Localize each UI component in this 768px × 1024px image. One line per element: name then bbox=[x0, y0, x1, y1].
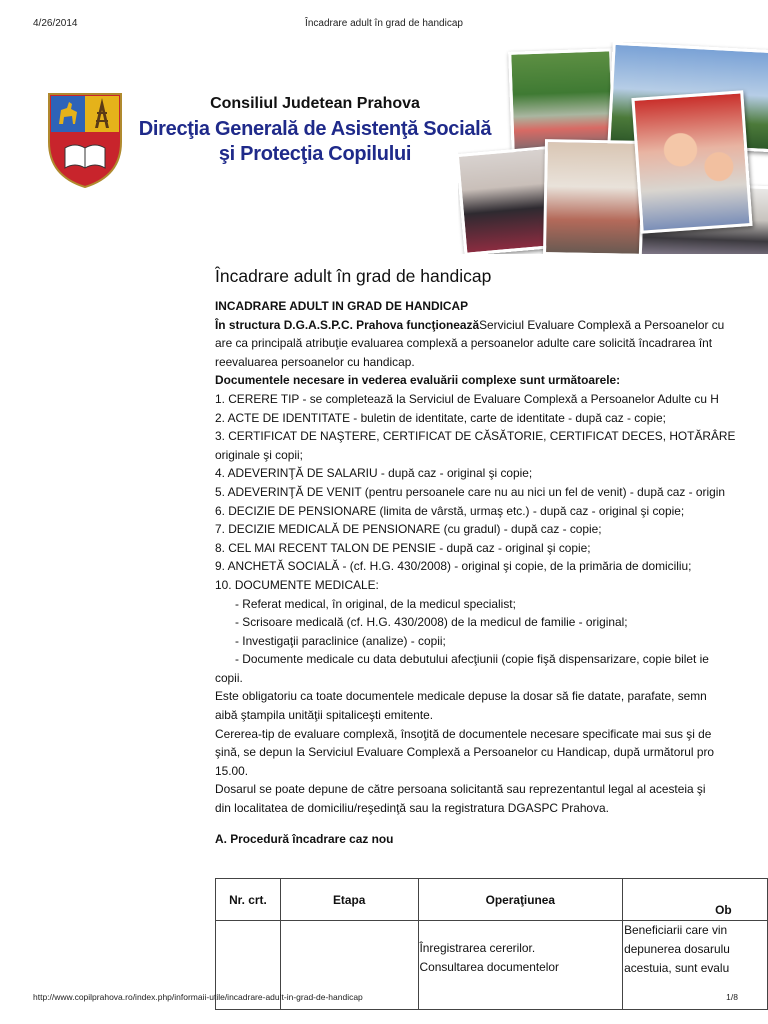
doc-item: 4. ADEVERINŢĂ DE SALARIU - după caz - original şi copie; bbox=[215, 466, 533, 481]
cell-text: acestuia, sunt evalu bbox=[624, 961, 730, 975]
intro-line-1 bbox=[215, 316, 768, 335]
photo-collage bbox=[458, 42, 768, 254]
doc-item: 7. DECIZIE MEDICALĂ DE PENSIONARE (cu gradul) - după caz - copie; bbox=[215, 522, 602, 537]
docs-heading: Documentele necesare in vederea evaluării complexe sunt următoarele: bbox=[215, 373, 621, 388]
photo-children-portrait bbox=[631, 90, 752, 233]
cell-text: depunerea dosarulu bbox=[624, 942, 730, 956]
col-header-operatiunea: Operaţiunea bbox=[418, 879, 623, 921]
doc-item: 3. CERTIFICAT DE NAŞTERE, CERTIFICAT DE CĂSĂTORIE, CERTIFICAT DECES, HOTĂRÂRE bbox=[215, 429, 736, 444]
page-url: http://www.copilprahova.ro/index.php/informaii-utile/incadrare-adult-in-grad-de-handicap bbox=[33, 992, 363, 1002]
county-crest-icon bbox=[45, 90, 125, 190]
paragraph-line: copii. bbox=[215, 670, 243, 685]
print-date: 4/26/2014 bbox=[33, 18, 78, 29]
medical-item: - Investigaţii paraclinice (analize) - copii; bbox=[235, 633, 446, 648]
article-content bbox=[215, 266, 768, 846]
print-title: Încadrare adult în grad de handicap bbox=[305, 18, 463, 29]
col-header-observatii: Ob bbox=[623, 879, 768, 921]
procedure-table bbox=[215, 878, 768, 1010]
intro-bold: În structura D.G.A.S.P.C. Prahova funcţionează bbox=[215, 317, 480, 332]
intro-line-3: reevaluarea persoanelor cu handicap. bbox=[215, 354, 415, 369]
cell-text: Consultarea documentelor bbox=[419, 960, 559, 974]
directorate-name-line2: şi Protecţia Copilului bbox=[218, 143, 412, 165]
article-heading: INCADRARE ADULT IN GRAD DE HANDICAP bbox=[215, 299, 469, 313]
print-header bbox=[0, 18, 768, 32]
col-header-etapa: Etapa bbox=[280, 879, 418, 921]
photo-classroom bbox=[543, 139, 647, 254]
page-title: Încadrare adult în grad de handicap bbox=[215, 266, 492, 286]
paragraph-line: 15.00. bbox=[215, 763, 249, 778]
paragraph-line: Este obligatoriu ca toate documentele medicale depuse la dosar să fie datate, parafate, semn bbox=[215, 689, 707, 704]
cell-text: Înregistrarea cererilor. bbox=[419, 941, 536, 955]
doc-item: 5. ADEVERINŢĂ DE VENIT (pentru persoanele care nu au nici un fel de venit) - după caz - origin bbox=[215, 484, 726, 499]
print-footer bbox=[0, 992, 768, 1006]
doc-item: originale şi copii; bbox=[215, 447, 303, 462]
intro-line-2: are ca principală atribuţie evaluarea complexă a persoanelor adulte care solicită încadrarea înt bbox=[215, 336, 713, 351]
photo-performer bbox=[458, 146, 556, 254]
page-number: 1/8 bbox=[726, 992, 738, 1002]
intro-rest: Serviciul Evaluare Complexă a Persoanelor cu bbox=[479, 317, 725, 332]
doc-item: 2. ACTE DE IDENTITATE - buletin de identitate, carte de identitate - după caz - copie; bbox=[215, 410, 666, 425]
col-header-nr: Nr. crt. bbox=[216, 879, 281, 921]
medical-item: - Scrisoare medicală (cf. H.G. 430/2008) de la medicul de familie - original; bbox=[235, 615, 628, 630]
cell-text: Beneficiarii care vin bbox=[624, 923, 728, 937]
doc-item: 1. CERERE TIP - se completează la Serviciul de Evaluare Complexă a Persoanelor Adulte cu H bbox=[215, 391, 719, 406]
medical-item: - Documente medicale cu data debutului afecţiunii (copie fişă dispensarizare, copie bilet ie bbox=[235, 652, 709, 667]
paragraph-line: Cererea-tip de evaluare complexă, însoţită de documentele necesare specificate mai sus şi de bbox=[215, 726, 712, 741]
doc-item: 6. DECIZIE DE PENSIONARE (limita de vârstă, urmaş etc.) - după caz - original şi copie; bbox=[215, 503, 685, 518]
institution-title bbox=[120, 95, 510, 167]
council-name: Consiliul Judetean Prahova bbox=[210, 95, 420, 112]
directorate-name-line1: Direcţia Generală de Asistenţă Socială bbox=[138, 118, 492, 140]
doc-item: 8. CEL MAI RECENT TALON DE PENSIE - după caz - original şi copie; bbox=[215, 540, 591, 555]
paragraph-line: Dosarul se poate depune de către persoana solicitantă sau reprezentantul legal al acesteia şi bbox=[215, 782, 706, 797]
paragraph-line: din localitatea de domiciliu/reşedinţă sau la registratura DGASPC Prahova. bbox=[215, 801, 609, 816]
paragraph-line: şină, se depun la Serviciul Evaluare Complexă a Persoanelor cu Handicap, după următorul pro bbox=[215, 745, 715, 760]
section-a-heading: A. Procedură încadrare caz nou bbox=[215, 831, 394, 846]
paragraph-line: aibă ştampila unităţii spitaliceşti emitente. bbox=[215, 708, 434, 723]
table-header-row bbox=[216, 879, 768, 921]
doc-item: 9. ANCHETĂ SOCIALĂ - (cf. H.G. 430/2008) - original şi copie, de la primăria de domiciliu; bbox=[215, 559, 692, 574]
doc-item: 10. DOCUMENTE MEDICALE: bbox=[215, 577, 379, 592]
medical-item: - Referat medical, în original, de la medicul specialist; bbox=[235, 596, 516, 611]
